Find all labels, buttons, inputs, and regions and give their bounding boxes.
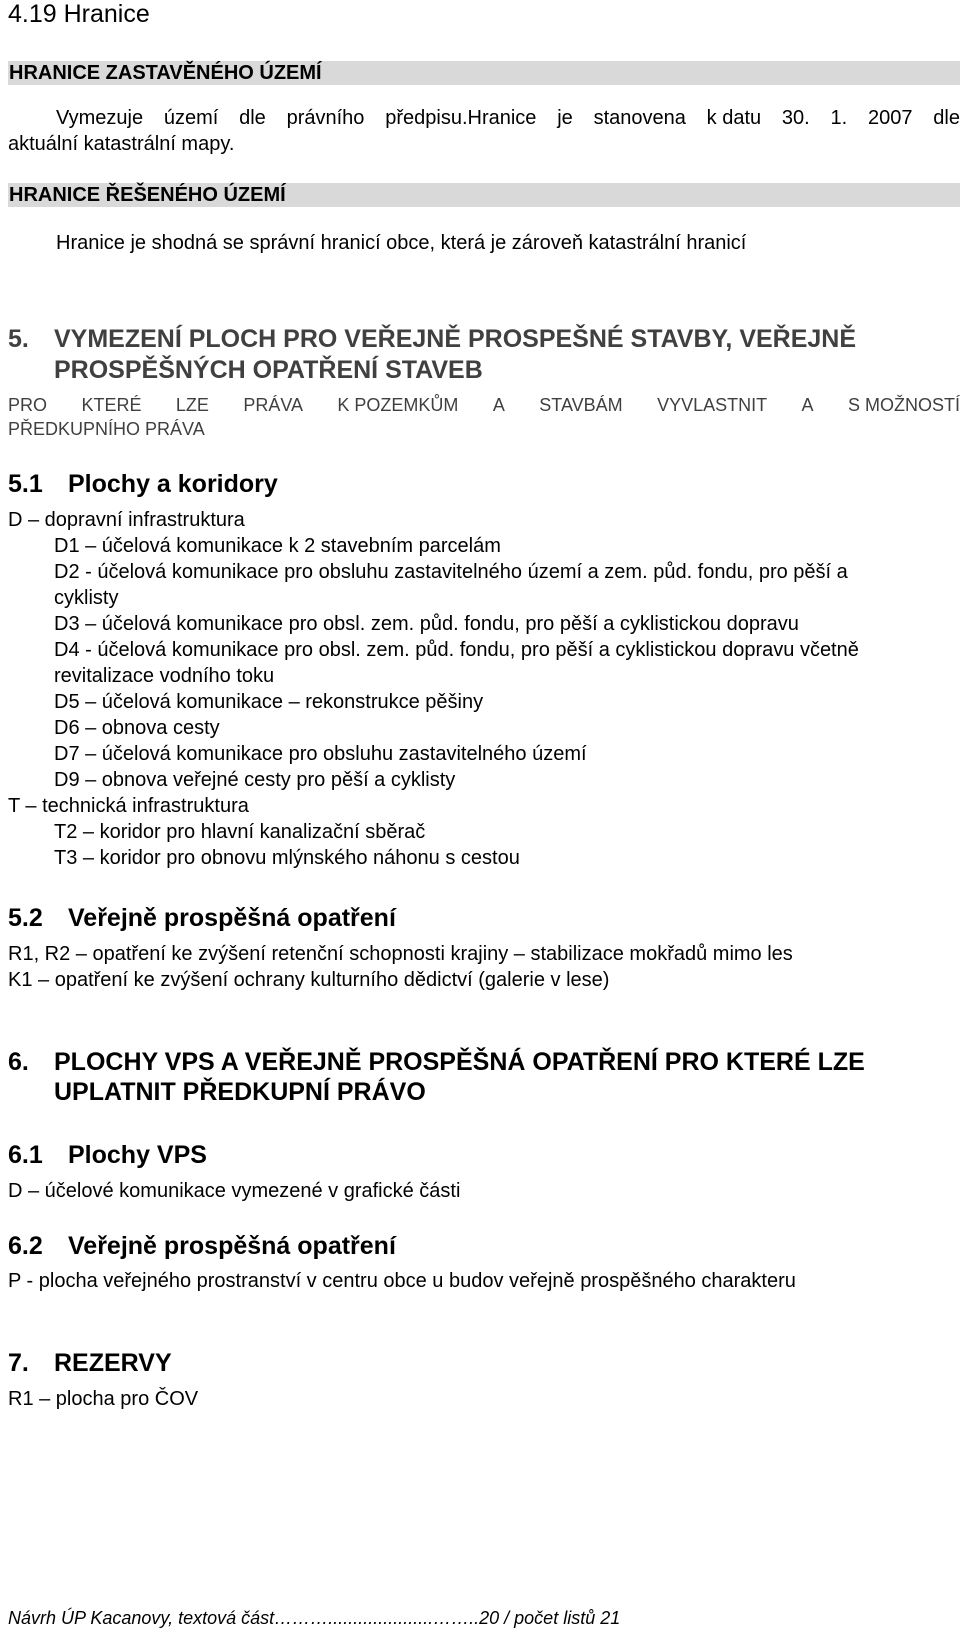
zastaveneho-line1-word: 2007	[867, 107, 913, 129]
chapter-5-subtitle-line1-word: S MOŽNOSTÍ	[847, 395, 960, 415]
chapter-6-title-line1	[8, 1046, 865, 1078]
section-heading-4-19: 4.19 Hranice	[8, 0, 150, 28]
heading-zastaveneho-uzemi: HRANICE ZASTAVĚNÉHO ÚZEMÍ	[9, 62, 322, 84]
d-item-4-cont: revitalizace vodního toku	[54, 665, 275, 687]
section-5-1-heading	[8, 469, 278, 499]
chapter-5-subtitle-line1-word: KTERÉ	[81, 395, 142, 415]
zastaveneho-line1-word: stanovena	[593, 107, 686, 129]
d-item-7: D7 – účelová komunikace pro obsluhu zastavitelného území	[54, 743, 587, 765]
chapter-5-title-line2: PROSPĚŠNÝCH OPATŘENÍ STAVEB	[54, 356, 483, 384]
chapter-5-subtitle-line1-word: A	[801, 395, 814, 415]
section-5-1-title: Plochy a koridory	[68, 470, 278, 498]
section-6-2-heading	[8, 1231, 396, 1261]
d-item-3: D3 – účelová komunikace pro obsl. zem. půd. fondu, pro pěší a cyklistickou dopravu	[54, 613, 799, 635]
section-6-1-number: 6.1	[8, 1141, 43, 1169]
reserve-line-r1: R1 – plocha pro ČOV	[8, 1388, 199, 1410]
zastaveneho-line1-word: dle	[239, 107, 266, 129]
section-5-2-number: 5.2	[8, 904, 43, 932]
d-item-9: D9 – obnova veřejné cesty pro pěší a cyklisty	[54, 769, 456, 791]
zastaveneho-line1-word: území	[163, 107, 219, 129]
section-5-1-number: 5.1	[8, 470, 43, 498]
chapter-5-number: 5.	[8, 325, 29, 353]
t-item-3: T3 – koridor pro obnovu mlýnského náhonu s cestou	[54, 847, 520, 869]
page-footer: Návrh ÚP Kacanovy, textová část……….....................……..20 / počet listů 21	[8, 1608, 621, 1628]
chapter-5-subtitle	[8, 393, 960, 441]
zastaveneho-paragraph-line2: aktuální katastrální mapy.	[8, 133, 235, 155]
chapter-5-subtitle-line1-word: A	[492, 395, 505, 415]
zastaveneho-line1-word: předpisu.Hranice	[385, 107, 537, 129]
section-6-2-title: Veřejně prospěšná opatření	[68, 1232, 396, 1260]
zastaveneho-line1-word: Vymezuje	[56, 107, 144, 129]
section-6-1-heading	[8, 1140, 207, 1170]
reseneho-paragraph: Hranice je shodná se správní hranicí obce, která je zároveň katastrální hranicí	[56, 232, 747, 254]
section-5-2-title: Veřejně prospěšná opatření	[68, 904, 396, 932]
zastaveneho-line1-word: je	[557, 107, 573, 129]
zastaveneho-line1-word: 1.	[830, 107, 848, 129]
chapter-7-title-text: REZERVY	[54, 1349, 172, 1377]
d-item-4: D4 - účelová komunikace pro obsl. zem. půd. fondu, pro pěší a cyklistickou dopravu včetně	[54, 639, 859, 661]
vpo-line-p: P - plocha veřejného prostranství v centru obce u budov veřejně prospěšného charakteru	[8, 1270, 796, 1292]
zastaveneho-paragraph-line1	[56, 105, 960, 131]
chapter-5-subtitle-line1-word: PRÁVA	[243, 395, 303, 415]
zastaveneho-line1-word: 30.	[781, 107, 810, 129]
chapter-7-title	[8, 1347, 172, 1379]
vps-line-d: D – účelové komunikace vymezené v grafické části	[8, 1180, 461, 1202]
zastaveneho-line1-word: k datu	[706, 107, 762, 129]
d-item-6: D6 – obnova cesty	[54, 717, 220, 739]
chapter-5-subtitle-line1-word: PRO	[8, 395, 48, 415]
d-item-1: D1 – účelová komunikace k 2 stavebním parcelám	[54, 535, 501, 557]
chapter-7-number: 7.	[8, 1349, 29, 1377]
t-category-header: T – technická infrastruktura	[8, 795, 249, 817]
t-item-2: T2 – koridor pro hlavní kanalizační sběrač	[54, 821, 426, 843]
chapter-6-title-text1: PLOCHY VPS A VEŘEJNĚ PROSPĚŠNÁ OPATŘENÍ PRO KTERÉ LZE	[54, 1048, 865, 1076]
chapter-5-title-line1	[8, 323, 856, 355]
chapter-5-subtitle-line1-word: STAVBÁM	[539, 395, 623, 415]
chapter-6-number: 6.	[8, 1048, 29, 1076]
chapter-5-subtitle-line1-word: VYVLASTNIT	[657, 395, 768, 415]
section-6-2-number: 6.2	[8, 1232, 43, 1260]
chapter-6-title-line2: UPLATNIT PŘEDKUPNÍ PRÁVO	[54, 1078, 426, 1106]
d-item-2: D2 - účelová komunikace pro obsluhu zastavitelného území a zem. půd. fondu, pro pěší a	[54, 561, 848, 583]
chapter-5-subtitle-line2: PŘEDKUPNÍHO PRÁVA	[8, 419, 205, 439]
d-item-2-cont: cyklisty	[54, 587, 119, 609]
zastaveneho-line1-word: dle	[933, 107, 960, 129]
section-5-2-heading	[8, 903, 396, 933]
chapter-5-subtitle-line1	[8, 393, 960, 417]
zastaveneho-line1-word: právního	[286, 107, 365, 129]
heading-reseneho-uzemi: HRANICE ŘEŠENÉHO ÚZEMÍ	[9, 184, 286, 206]
vpo-line-r1-r2: R1, R2 – opatření ke zvýšení retenční schopnosti krajiny – stabilizace mokřadů mimo les	[8, 943, 793, 965]
d-item-5: D5 – účelová komunikace – rekonstrukce pěšiny	[54, 691, 484, 713]
d-category-header: D – dopravní infrastruktura	[8, 509, 245, 531]
vpo-line-k1: K1 – opatření ke zvýšení ochrany kulturního dědictví (galerie v lese)	[8, 969, 610, 991]
chapter-5-subtitle-line1-word: LZE	[175, 395, 209, 415]
chapter-5-subtitle-line1-word: K POZEMKŮM	[337, 395, 459, 415]
section-6-1-title: Plochy VPS	[68, 1141, 207, 1169]
chapter-5-title-text1: VYMEZENÍ PLOCH PRO VEŘEJNĚ PROSPEŠNÉ STAVBY, VEŘEJNĚ	[54, 325, 857, 353]
